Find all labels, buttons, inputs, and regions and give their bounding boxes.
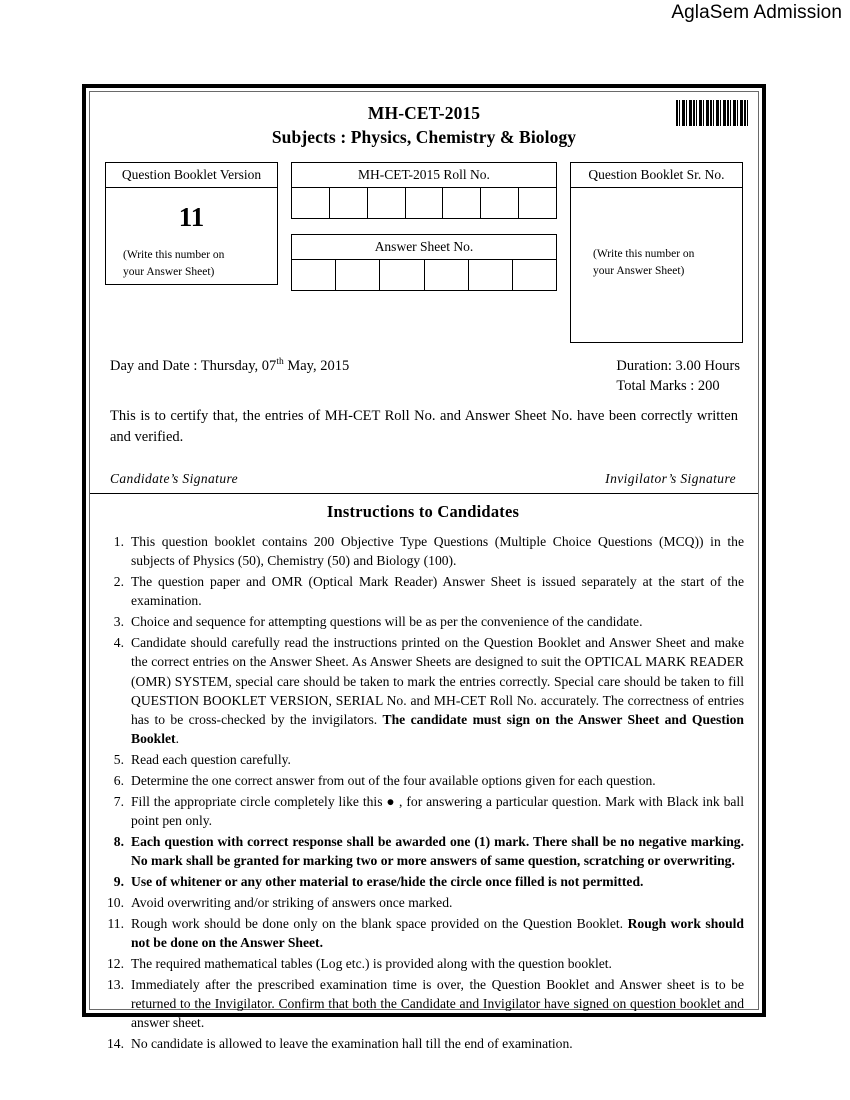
instruction-text: Rough work should be done only on the blank space provided on the Question Booklet. xyxy=(131,915,628,931)
entry-cell[interactable] xyxy=(406,188,444,218)
entry-cell[interactable] xyxy=(519,188,556,218)
instruction-text: The question paper and OMR (Optical Mark Reader) Answer Sheet is issued separately at the start of the examination. xyxy=(131,574,744,609)
instruction-text: Determine the one correct answer from out of the four available options given for each question. xyxy=(131,773,656,789)
title-row xyxy=(104,98,744,149)
serial-box-heading: Question Booklet Sr. No. xyxy=(571,163,742,188)
version-box-heading: Question Booklet Version xyxy=(106,163,277,188)
instruction-number: 13. xyxy=(107,976,124,992)
instruction-text: Choice and sequence for attempting questions will be as per the convenience of the candidate. xyxy=(131,614,643,630)
instruction-number: 14. xyxy=(107,1035,124,1051)
exam-subjects: Subjects : Physics, Chemistry & Biology xyxy=(271,126,577,147)
instruction-text-bold: Each question with correct response shall be awarded one (1) mark. There shall be no negative marking. No mark shall be granted for marking two or more answers of same question, scratching or overwriting. xyxy=(131,833,744,869)
exam-total-marks: Total Marks : 200 xyxy=(616,377,720,394)
exam-date-rest: May, 2015 xyxy=(283,358,350,375)
barcode-icon xyxy=(676,100,748,126)
instruction-item xyxy=(102,633,744,749)
instruction-text-bold: Use of whitener or any other material to erase/hide the circle once filled is not permitted. xyxy=(131,874,644,890)
number-entry-column xyxy=(291,162,557,291)
exam-meta-row xyxy=(104,357,744,396)
instruction-item xyxy=(102,792,744,831)
instruction-text-bold: The candidate must sign on the Answer Sheet and Question Booklet xyxy=(131,712,744,747)
entry-cell[interactable] xyxy=(368,188,406,218)
exam-date xyxy=(110,357,349,375)
instruction-item xyxy=(102,572,744,611)
exam-date-suffix: th xyxy=(276,357,284,368)
instruction-number: 1. xyxy=(113,533,124,549)
exam-duration: Duration: 3.00 Hours xyxy=(616,358,740,375)
entry-cell[interactable] xyxy=(481,188,519,218)
question-booklet-cover xyxy=(82,84,766,1051)
roll-number-heading: MH-CET-2015 Roll No. xyxy=(292,163,556,188)
instruction-item xyxy=(102,872,744,891)
instruction-item xyxy=(102,612,744,631)
roll-number-box xyxy=(291,162,557,219)
instructions-section xyxy=(90,494,758,1061)
instruction-item xyxy=(102,750,744,769)
instruction-text: Candidate should carefully read the instructions printed on the Question Booklet and Answer Sheet and make the correct entries on the Answer Sheet. As Answer Sheets are designed to suit the OPTICAL MARK READER (OMR) SYSTEM, special care should be taken to mark the entries correctly. Special care should be taken to fill QUESTION BOOKLET VERSION, SERIAL No. and MH-CET Roll No. accurately. The correctness of entries has to be cross-checked by the invigilators. xyxy=(131,634,744,728)
answer-sheet-cells[interactable] xyxy=(292,260,556,290)
entry-cell[interactable] xyxy=(469,260,513,290)
invigilator-signature-label: Invigilator’s Signature xyxy=(605,470,736,486)
question-booklet-serial-box xyxy=(570,162,743,343)
entry-cell[interactable] xyxy=(425,260,469,290)
instruction-number: 2. xyxy=(113,574,124,590)
instruction-text: This question booklet contains 200 Objective Type Questions (Multiple Choice Questions (MCQ)) in the subjects of Physics (50), Chemistry (50) and Biology (100). xyxy=(131,533,744,569)
instruction-text-bold: Rough work should not be done on the Answer Sheet. xyxy=(131,915,744,950)
instruction-number: 10. xyxy=(107,894,124,910)
exam-date-label: Day and Date : Thursday, 07 xyxy=(110,358,277,375)
roll-number-cells[interactable] xyxy=(292,188,556,218)
site-watermark: AglaSem Admission xyxy=(671,2,842,23)
instruction-number: 12. xyxy=(107,955,124,971)
instructions-title: Instructions to Candidates xyxy=(326,501,520,521)
version-write-note xyxy=(106,247,277,280)
instruction-number: 6. xyxy=(113,773,124,789)
version-note-line1: (Write this number on xyxy=(123,249,225,262)
entry-cell[interactable] xyxy=(443,188,481,218)
instruction-item xyxy=(102,1034,744,1053)
duration-marks-block xyxy=(616,357,740,396)
serial-write-note xyxy=(571,246,742,279)
instruction-item xyxy=(102,832,744,871)
version-note-line2: your Answer Sheet) xyxy=(123,265,215,278)
version-box-body xyxy=(106,188,277,284)
answer-sheet-number-box xyxy=(291,234,557,291)
entry-cell[interactable] xyxy=(513,260,556,290)
instruction-number: 7. xyxy=(113,793,124,809)
serial-note-line1: (Write this number on xyxy=(593,248,695,261)
instruction-number: 8. xyxy=(113,833,124,849)
cover-inner-frame xyxy=(89,91,759,1051)
instruction-item xyxy=(102,893,744,912)
instruction-text: . xyxy=(175,731,179,747)
instruction-text: Fill the appropriate circle completely like this ● , for answering a particular question. Mark with Black ink ball point pen only. xyxy=(131,793,744,829)
booklet-version-number: 11 xyxy=(178,202,205,233)
question-booklet-version-box xyxy=(105,162,278,285)
instruction-text: No candidate is allowed to leave the examination hall till the end of examination. xyxy=(131,1035,573,1051)
certification-text: This is to certify that, the entries of MH-CET Roll No. and Answer Sheet No. have been correctly written and verified. xyxy=(110,408,738,445)
serial-box-body xyxy=(571,246,742,342)
serial-note-line2: your Answer Sheet) xyxy=(593,264,685,277)
candidate-signature-label: Candidate’s Signature xyxy=(110,470,239,486)
instructions-list xyxy=(102,532,744,1053)
instruction-item xyxy=(102,532,744,571)
instruction-item xyxy=(102,771,744,790)
instruction-number: 9. xyxy=(113,874,124,890)
instruction-text: Immediately after the prescribed examination time is over, the Question Booklet and Answer sheet is to be returned to the Invigilator. Confirm that both the Candidate and Invigilator have signed on question booklet and answer sheet. xyxy=(131,976,744,1031)
signature-row xyxy=(104,471,744,487)
identification-boxes xyxy=(104,162,744,343)
instruction-number: 5. xyxy=(113,752,124,768)
entry-cell[interactable] xyxy=(292,260,336,290)
instruction-number: 4. xyxy=(113,634,124,650)
entry-cell[interactable] xyxy=(292,188,330,218)
instruction-number: 11. xyxy=(107,915,124,931)
instruction-text: Avoid overwriting and/or striking of answers once marked. xyxy=(131,894,453,910)
instruction-item xyxy=(102,954,744,973)
instruction-item xyxy=(102,975,744,1033)
entry-cell[interactable] xyxy=(330,188,368,218)
instruction-text: The required mathematical tables (Log etc.) is provided along with the question booklet. xyxy=(131,955,612,971)
entry-cell[interactable] xyxy=(336,260,380,290)
instruction-number: 3. xyxy=(113,614,124,630)
instruction-item xyxy=(102,914,744,953)
instruction-text: Read each question carefully. xyxy=(131,752,291,768)
page-title: MH-CET-2015 xyxy=(367,103,481,123)
particulars-section xyxy=(90,92,758,494)
entry-cell[interactable] xyxy=(380,260,424,290)
answer-sheet-heading: Answer Sheet No. xyxy=(292,235,556,260)
